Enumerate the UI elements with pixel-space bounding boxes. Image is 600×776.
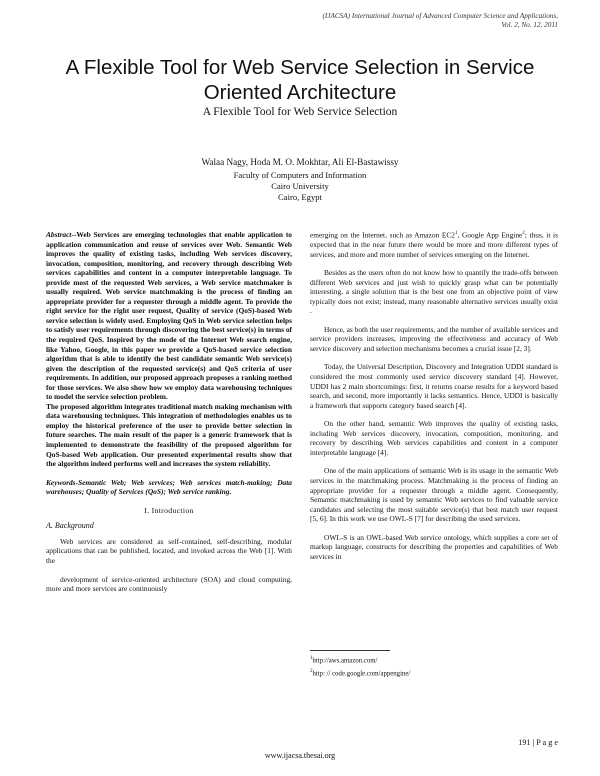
right-paragraph-0: [310, 229, 558, 259]
intro-paragraph-1: Web services are considered as self-contained, self-describing, modular applications that can be published, located, and invoked across the Web [1]. With the: [46, 536, 292, 565]
right-column: [310, 229, 558, 561]
footnote-1: [310, 655, 377, 665]
affiliation-university: Cairo University: [271, 181, 329, 191]
affiliation-location: Cairo, Egypt: [278, 192, 322, 202]
abstract-text: --Web Services are emerging technologies that enable application to application communication and reuse of services over Web. Semantic Web improves the quality of existing tasks, including Web services discovery, invocation, composition, monitoring, and recovery through describing Web services capabilities and content in a computer interpretable language. To provide most of the requested Web services, a Web service matchmaker is usually required. Web service matchmaking is the process of finding an appropriate provider for a requester through a middle agent. To provide the right service for the right user request, Quality of service (QoS)-based Web service selection is widely used. Employing QoS in Web service selection helps to satisfy user requirements through discovering the best service(s) in terms of the required QoS. Inspired by the mode of the Internet Web search engine, like Yahoo, Google, in this paper we provide a QoS-based service selection algorithm that is able to identify the best candidate semantic Web service(s) given the description of the requested service(s) and QoS criteria of user requirements. In addition, our proposed approach proposes a ranking method for those services. We also show how we employ data warehousing techniques to model the service selection problem.: [46, 230, 292, 402]
keywords-label: Keywords-: [46, 477, 79, 487]
title-line-2: Oriented Architecture: [203, 81, 397, 104]
affiliation: [20, 170, 580, 203]
page-number: 191 | P a g e: [518, 738, 558, 747]
text-fragment: , Google App Engine: [457, 230, 523, 240]
title-line-1: A Flexible Tool for Web Service Selection in Service: [65, 56, 535, 79]
right-paragraph-6: OWL-S is an OWL-based Web service ontology, which supplies a core set of markup language, constructs for describing the properties and capabilities of Web services in: [310, 532, 558, 561]
footnote-url-1: http://aws.amazon.com/: [312, 657, 378, 665]
left-column: [46, 230, 292, 594]
keywords-paragraph: [46, 478, 292, 497]
journal-line-2: Vol. 2, No. 12, 2011: [501, 21, 558, 29]
text-fragment: ; thus, it is expected that in the near future there would be more and more different types of services, and more and more number of services emerging on the Internet.: [310, 230, 558, 259]
section-heading-introduction: I. Introduction: [144, 505, 194, 515]
affiliation-faculty: Faculty of Computers and Information: [233, 170, 367, 180]
footnote-number-1: 1: [310, 656, 313, 661]
footnote-number-2: 2: [310, 669, 313, 674]
abstract-label: Abstract: [46, 230, 72, 239]
journal-header: [198, 12, 558, 30]
footnote-divider: [310, 650, 390, 651]
footnote-marker-1: 1: [455, 231, 458, 236]
abstract-paragraph-2: The proposed algorithm integrates traditional match making mechanism with data warehousing techniques. This integration of methodologies enables us to employ the historical preference of the user to provide better selection in future searches. The main result of the paper is a generic framework that is implemented to demonstrate the feasibility of the proposed algorithm for QoS-based Web application. Our presented experimental results show that the algorithm indeed performs well and increases the system reliability.: [46, 401, 292, 469]
abstract-paragraph: [46, 230, 292, 402]
paper-title: [20, 55, 580, 105]
footnote-url-2: http: // code.google.com/appengine/: [312, 670, 411, 678]
journal-line-1: (IJACSA) International Journal of Advanced Computer Science and Applications,: [322, 12, 558, 20]
right-paragraph-5: One of the main applications of semantic Web is its usage in the semantic Web services in the matchmaking process. Matchmaking is the process of finding an appropriate provider for a requester through a middle agent. Consequently, Semantic matchmaking is used by semantic Web services to find valuable service candidates and selecting the most suitable service(s) that best match user request [5, 6]. In this work we use OWL-S [7] for describing the used services.: [310, 466, 558, 524]
keywords-text: Semantic Web; Web services; Web services match-making; Data warehouses; Quality of Services (QoS); Web service ranking.: [46, 477, 292, 497]
right-paragraph-4: On the other hand, semantic Web improves the quality of existing tasks, including Web services discovery, invocation, composition, monitoring, and recovery by describing Web services capabilities and content in a computer interpretable language [4].: [310, 419, 558, 457]
intro-paragraph-2: development of service-oriented architecture (SOA) and cloud computing, more and more services are continuously: [46, 574, 292, 594]
footnote-2: [310, 668, 410, 678]
right-paragraph-1: Besides as the users often do not know how to quantify the trade-offs between different Web services and just wish to quickly grasp what can be potentially interesting, a single solution that is the best one from an objective point of view typically does not exist; instead, many reasonable alternative services usually exist .: [310, 268, 558, 316]
paper-subtitle: A Flexible Tool for Web Service Selection: [202, 106, 398, 118]
subsection-heading-background: A. Background: [46, 521, 94, 531]
right-paragraph-3: Today, the Universal Description, Discovery and Integration UDDI standard is considered the most commonly used service discovery standard [4]. However, UDDI has 2 main shortcomings: first, it returns coarse results for a keyword based search, and second, more importantly it lacks semantics. Hence, UDDI is basically a framework that supports category based search [4].: [310, 362, 558, 410]
text-fragment: emerging on the Internet, such as Amazon EC2: [310, 230, 455, 240]
journal-website: www.ijacsa.thesai.org: [264, 751, 336, 760]
author-names: Walaa Nagy, Hoda M. O. Mokhtar, Ali El-Bastawissy: [201, 157, 399, 167]
footnote-marker-2: 2: [522, 231, 525, 236]
right-paragraph-2: Hence, as both the user requirements, and the number of available services and service providers increases, improving the effectiveness and accuracy of Web service discovery and selection mechanisms becomes a crucial issue [2, 3].: [310, 324, 558, 353]
